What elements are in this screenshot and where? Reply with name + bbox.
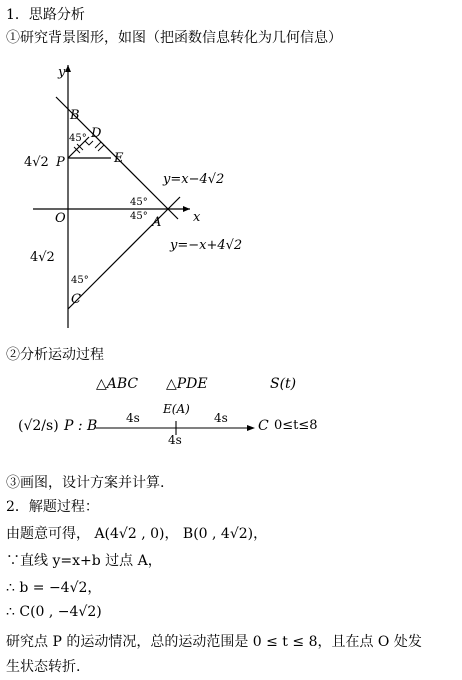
line-ca	[68, 197, 180, 309]
angle-45-c: 45°	[71, 275, 89, 286]
triangle-abc-label: △ABC	[96, 376, 139, 392]
tick-mark	[98, 145, 104, 151]
speed-label: (√2/s)	[18, 418, 59, 434]
point-p-label: P	[56, 155, 65, 170]
angle-45-a-bottom: 45°	[130, 211, 148, 222]
segment-1-time: 4s	[126, 411, 140, 425]
y-axis-arrow-icon	[65, 65, 71, 72]
tick-mark	[74, 147, 80, 153]
solution-line-4: ∴ C(0 , −4√2)	[6, 604, 102, 620]
step-1-text: ①研究背景图形，如图（把函数信息转化为几何信息）	[6, 30, 342, 46]
time-range-label: 0≤t≤8	[274, 418, 318, 433]
tick-mark	[95, 142, 101, 148]
solution-line-6: 生状态转折.	[6, 659, 81, 675]
motion-arrow-icon	[247, 425, 255, 431]
path-end-label: C	[258, 418, 269, 434]
step-2-text: ②分析运动过程	[6, 347, 104, 363]
x-axis-arrow-icon	[183, 206, 190, 212]
point-d-label: D	[91, 126, 102, 141]
length-oc-label: 4√2	[30, 250, 55, 265]
triangle-pde-label: △PDE	[166, 376, 208, 392]
solution-line-3: ∴ b = −4√2，	[6, 580, 102, 596]
tick-mark	[77, 144, 83, 150]
angle-45-a-top: 45°	[130, 197, 148, 208]
point-a-label: A	[152, 215, 162, 230]
point-b-label: B	[70, 108, 80, 123]
segment-2-time: 4s	[214, 411, 228, 425]
solution-line-2: ∵直线 y=x+b 过点 A，	[6, 553, 162, 569]
midpoint-label: E(A)	[163, 402, 190, 416]
point-c-label: C	[71, 292, 81, 307]
section-heading-2: 2．解题过程：	[6, 499, 99, 515]
length-op-label: 4√2	[24, 155, 49, 170]
midpoint-time: 4s	[168, 433, 182, 447]
axis-y-label: y	[58, 65, 66, 80]
origin-label: O	[55, 211, 66, 226]
point-e-label: E	[114, 151, 124, 166]
axis-x-label: x	[193, 210, 201, 225]
solution-line-1: 由题意可得， A(4√2 , 0)， B(0 , 4√2)，	[6, 526, 268, 542]
equation-line-ca: y=x−4√2	[163, 172, 225, 187]
equation-line-ba: y=−x+4√2	[170, 238, 243, 253]
step-3-text: ③画图，设计方案并计算.	[6, 475, 165, 491]
section-heading-1: 1．思路分析	[6, 7, 85, 23]
function-s-label: S(t)	[270, 376, 297, 392]
solution-line-5: 研究点 P 的运动情况，总的运动范围是 0 ≤ t ≤ 8，且在点 O 处发	[6, 634, 422, 650]
path-start-label: P : B	[64, 418, 98, 434]
angle-45-b: 45°	[69, 133, 87, 144]
